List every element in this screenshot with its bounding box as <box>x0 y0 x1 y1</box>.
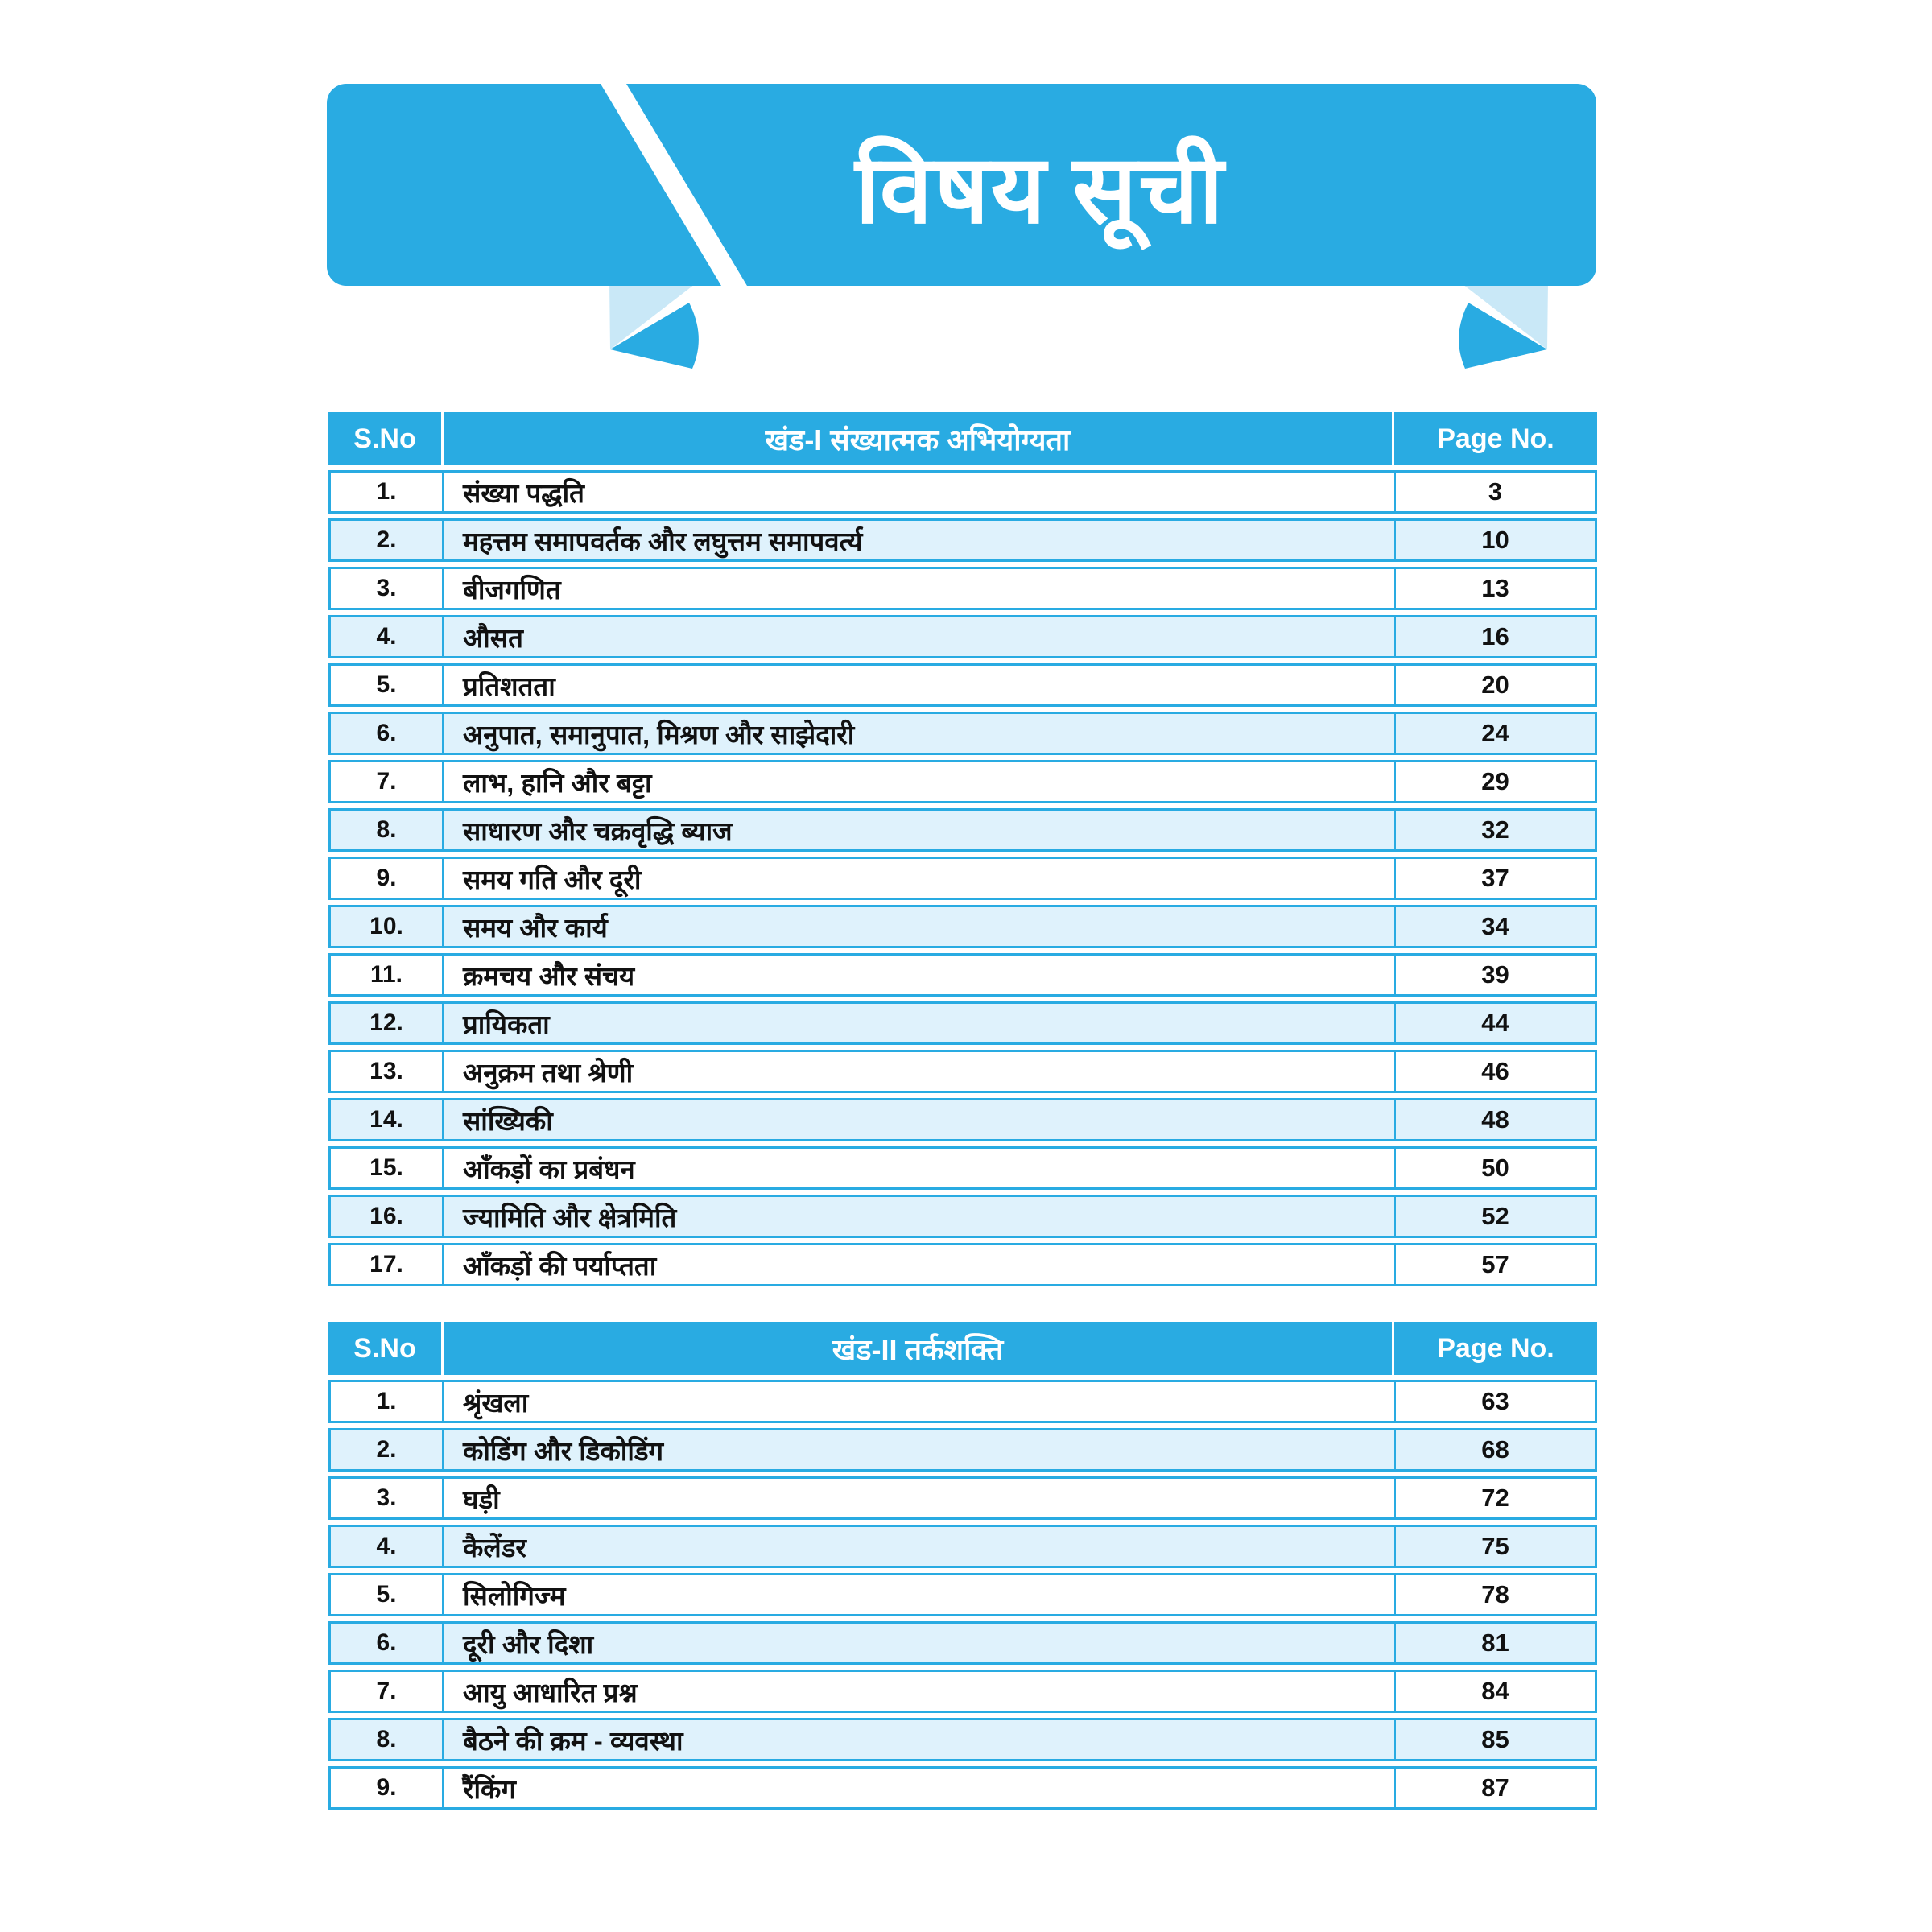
row-page: 10 <box>1481 526 1509 554</box>
row-title: समय गति और दूरी <box>444 859 1396 898</box>
row-number: 1. <box>331 473 444 511</box>
table-row <box>328 857 1597 900</box>
table-row <box>328 663 1597 707</box>
row-number: 11. <box>331 956 444 994</box>
row-title: ज्यामिति और क्षेत्रमिति <box>444 1197 1396 1236</box>
row-page: 85 <box>1481 1725 1509 1753</box>
table2-header-sno: S.No <box>328 1322 444 1375</box>
row-title: औसत <box>444 617 1396 656</box>
table1-header-page: Page No. <box>1437 423 1554 454</box>
row-number: 6. <box>331 714 444 753</box>
row-number: 15. <box>331 1149 444 1187</box>
table2-header-row <box>328 1322 1597 1375</box>
row-title: साधारण और चक्रवृद्धि ब्याज <box>444 811 1396 849</box>
row-number: 7. <box>331 1672 444 1711</box>
table-row <box>328 567 1597 610</box>
row-number: 3. <box>331 569 444 608</box>
row-title: समय और कार्य <box>444 907 1396 946</box>
table-row <box>328 518 1597 562</box>
table-row <box>328 760 1597 803</box>
row-title: आँकड़ों का प्रबंधन <box>444 1149 1396 1187</box>
row-title: आयु आधारित प्रश्न <box>444 1672 1396 1711</box>
row-number: 2. <box>331 1430 444 1469</box>
row-title: अनुक्रम तथा श्रेणी <box>444 1052 1396 1091</box>
row-title: क्रमचय और संचय <box>444 956 1396 994</box>
row-title: रैंकिंग <box>444 1769 1396 1807</box>
row-page: 37 <box>1481 864 1509 892</box>
row-title: महत्तम समापवर्तक और लघुत्तम समापवर्त्य <box>444 521 1396 559</box>
row-page: 16 <box>1481 622 1509 650</box>
table-row <box>328 615 1597 658</box>
row-number: 13. <box>331 1052 444 1091</box>
row-page: 81 <box>1481 1629 1509 1657</box>
table-row <box>328 1718 1597 1761</box>
row-number: 14. <box>331 1100 444 1139</box>
row-page: 63 <box>1481 1387 1509 1415</box>
table2-header-subject: खंड-II तर्कशक्ति <box>444 1322 1394 1375</box>
row-page: 57 <box>1481 1250 1509 1278</box>
table-row <box>328 1621 1597 1665</box>
row-page: 44 <box>1481 1009 1509 1037</box>
row-page: 34 <box>1481 912 1509 940</box>
row-number: 9. <box>331 859 444 898</box>
row-title: प्रायिकता <box>444 1004 1396 1042</box>
row-page: 13 <box>1481 574 1509 602</box>
row-page: 87 <box>1481 1773 1509 1802</box>
row-page: 72 <box>1481 1484 1509 1512</box>
row-title: अनुपात, समानुपात, मिश्रण और साझेदारी <box>444 714 1396 753</box>
table-row <box>328 1380 1597 1423</box>
row-page: 50 <box>1481 1154 1509 1182</box>
row-page: 39 <box>1481 960 1509 989</box>
row-title: लाभ, हानि और बट्टा <box>444 762 1396 801</box>
table-row <box>328 905 1597 948</box>
row-number: 6. <box>331 1624 444 1662</box>
table-row <box>328 470 1597 514</box>
row-title: संख्या पद्धति <box>444 473 1396 511</box>
row-number: 17. <box>331 1245 444 1284</box>
row-title: प्रतिशतता <box>444 666 1396 704</box>
table-row <box>328 1001 1597 1045</box>
row-title: दूरी और दिशा <box>444 1624 1396 1662</box>
row-page: 84 <box>1481 1677 1509 1705</box>
table2-header-page: Page No. <box>1437 1332 1554 1364</box>
row-number: 7. <box>331 762 444 801</box>
row-number: 16. <box>331 1197 444 1236</box>
row-number: 3. <box>331 1479 444 1517</box>
table-row <box>328 1195 1597 1238</box>
row-page: 29 <box>1481 767 1509 795</box>
row-number: 1. <box>331 1382 444 1421</box>
toc-table-section-1 <box>328 412 1597 1286</box>
row-number: 5. <box>331 1575 444 1614</box>
row-title: आँकड़ों की पर्याप्तता <box>444 1245 1396 1284</box>
table-row <box>328 1098 1597 1141</box>
row-title: घड़ी <box>444 1479 1396 1517</box>
row-number: 12. <box>331 1004 444 1042</box>
toc-table-section-2 <box>328 1322 1597 1810</box>
table-row <box>328 953 1597 997</box>
row-page: 75 <box>1481 1532 1509 1560</box>
row-title: बीजगणित <box>444 569 1396 608</box>
row-page: 48 <box>1481 1105 1509 1133</box>
row-number: 10. <box>331 907 444 946</box>
row-number: 8. <box>331 1720 444 1759</box>
table-row <box>328 1525 1597 1568</box>
row-number: 8. <box>331 811 444 849</box>
row-title: सिलोगिज्म <box>444 1575 1396 1614</box>
table-row <box>328 1766 1597 1810</box>
page-title: विषय सूची <box>855 137 1225 243</box>
row-number: 2. <box>331 521 444 559</box>
row-number: 5. <box>331 666 444 704</box>
row-page: 52 <box>1481 1202 1509 1230</box>
row-page: 3 <box>1488 477 1503 506</box>
table1-header-sno: S.No <box>328 412 444 465</box>
table-row <box>328 1243 1597 1286</box>
table-row <box>328 1670 1597 1713</box>
row-page: 78 <box>1481 1580 1509 1608</box>
row-title: कोडिंग और डिकोडिंग <box>444 1430 1396 1469</box>
row-number: 4. <box>331 1527 444 1566</box>
table-row <box>328 1428 1597 1472</box>
row-title: बैठने की क्रम - व्यवस्था <box>444 1720 1396 1759</box>
table-row <box>328 712 1597 755</box>
table-row <box>328 1573 1597 1616</box>
table-row <box>328 1476 1597 1520</box>
row-title: सांख्यिकी <box>444 1100 1396 1139</box>
table-row <box>328 808 1597 852</box>
table-row <box>328 1146 1597 1190</box>
row-page: 20 <box>1481 671 1509 699</box>
row-page: 24 <box>1481 719 1509 747</box>
row-title: कैलेंडर <box>444 1527 1396 1566</box>
row-number: 4. <box>331 617 444 656</box>
row-title: श्रृंखला <box>444 1382 1396 1421</box>
row-page: 46 <box>1481 1057 1509 1085</box>
row-page: 32 <box>1481 815 1509 844</box>
row-number: 9. <box>331 1769 444 1807</box>
table-row <box>328 1050 1597 1093</box>
table1-header-subject: खंड-I संख्यात्मक अभियोग्यता <box>444 412 1394 465</box>
row-page: 68 <box>1481 1435 1509 1463</box>
table1-header-row <box>328 412 1597 465</box>
